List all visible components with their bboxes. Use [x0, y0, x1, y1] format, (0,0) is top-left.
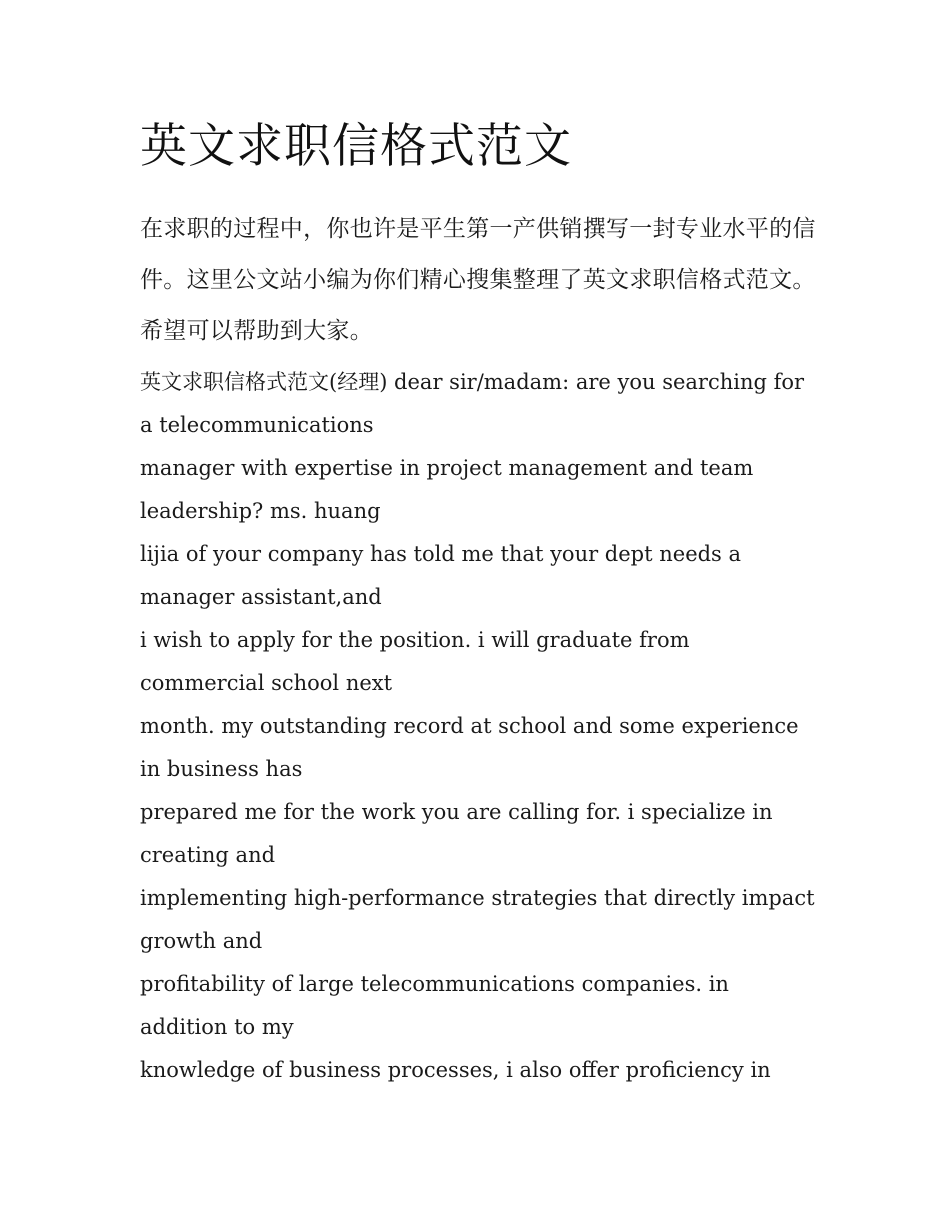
letter-line: knowledge of business processes, i also offer proficiency in	[140, 1058, 771, 1082]
letter-line: manager with expertise in project management and team leadership? ms. huang	[140, 456, 754, 523]
document-title: 英文求职信格式范文	[140, 119, 572, 174]
letter-line: month. my outstanding record at school and some experience in business has	[140, 714, 799, 781]
letter-line: i wish to apply for the position. i will graduate from commercial school next	[140, 628, 690, 695]
letter-line: 英文求职信格式范文(经理) dear sir/madam: are you searching for a telecommunications	[140, 370, 805, 437]
intro-paragraph: 在求职的过程中，你也许是平生第一产供销撰写一封专业水平的信件。这里公文站小编为你们精心搜集整理了英文求职信格式范文。希望可以帮助到大家。	[140, 216, 816, 344]
letter-line: profitability of large telecommunications companies. in addition to my	[140, 972, 729, 1039]
letter-line: prepared me for the work you are calling for. i specialize in creating and	[140, 800, 773, 867]
letter-line: implementing high-performance strategies that directly impact growth and	[140, 886, 815, 953]
letter-line: lijia of your company has told me that your dept needs a manager assistant,and	[140, 542, 742, 609]
document-page	[140, 112, 820, 1092]
